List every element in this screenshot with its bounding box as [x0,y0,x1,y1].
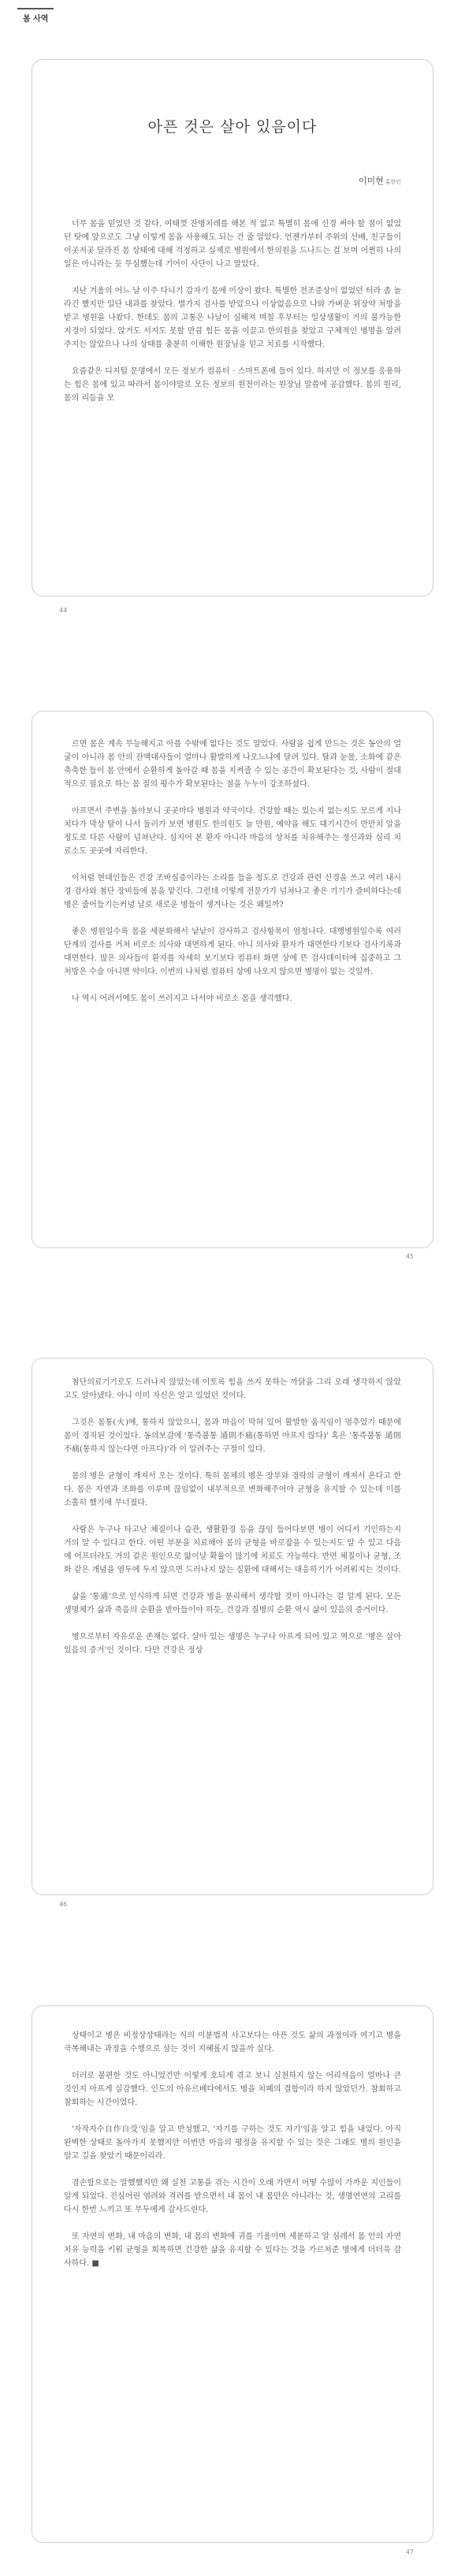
header [0,0,465,49]
paragraph: 아프면서 주변을 돌아보니 곳곳마다 병원과 약국이다. 건강할 때는 있는지 없는지도 모르게 지나치다가 막상 탈이 나서 둘러가 보면 병원도 한의원도 늘 만원, 예약을 해도 대기시간이 반만치 알을 정도로 다른 사람이 넘쳐난다. 심지어 본 환자 아니라 마음의 상처를 치유해주는 정신과와 심리 치료소도 곳곳에 자리한다. [64,807,401,856]
author-role: 홀한인 [385,179,401,185]
paragraph: 상태이고 병은 비정상상태라는 식의 이분법적 사고보다는 아픈 것도 삶의 과정이라 여기고 병을 극복해내는 과정을 수행으로 삼는 것이 지혜롭지 않을까 싶다. [64,2031,401,2054]
paragraph: 좋은 병원일수록 몸을 세분화해서 낱낱이 검사하고 검사항목이 엄청나다. 대행병원일수록 여러 단계의 검사를 거쳐 비로소 의사와 대면하게 된다. 아니 의사와 환자가 대면한다기보다 검사기록과 대면한다. 많은 의사들이 환자를 자세히 보기보다 컴퓨터 화면 상에 뜬 검사데이터에 집중하고 그 처방은 수술 아니면 약이다. 이번의 나처럼 컴퓨터 상에 나오지 않으면 병명이 없는 것일까. [64,927,401,976]
paragraph: 그것은 몸통(火)에, 통하지 않았으니, 몸과 마음이 막혀 있어 활발한 움직임이 멈추었기 때문에 몸이 경직된 것이었다. 동의보감에 '통즉불통 通則不痛(통하면 아프지 않다)' 혹은 '통즉불통 通則不痛(통하지 않는다면 아프다)'라 이 알려주는 구절이 있다. [64,1418,401,1454]
paragraph: 병으로부터 자유로운 존재는 없다. 살아 있는 생명은 누구나 아프게 되어 있고 역으로 '병은 살아 있음의 증거'인 것이다. 다만 건강은 정상 [64,1633,401,1655]
article-body [64,2029,401,2270]
paragraph: 사람은 누구나 타고난 체질이나 습관, 생활환경 등을 끊임 들어다보면 병이 어디서 기인하는지 거의 알 수 있다고 한다. 어떤 부분을 치료해야 몸의 균형을 바로잡을 수 있는지도 알 수 있고 다음에 어프더라도 거의 같은 원인으로 앓이날 확률이 많기에 치료도 가능하다. 반면 체질이나 균형, 조화 같은 개념을 염두에 두지 않으면 드러나지 않는 질환에 대해서는 대응하기가 어려워지는 것이다. [64,1526,401,1574]
paragraph: 너무 몸을 믿었던 것 같다. 여태껏 잔병치레를 해본 적 없고 특별히 몸에 신경 써야 할 점이 없었던 탓에 앞으로도 그냥 이렇게 몸을 사용해도 되는 건 줄 알았다. 언젠가부터 주위의 선배, 친구들이 이곳저곳 달라진 몸 상태에 대해 걱정하고 실제로 병원에서 한의원을 드나드는 걸 보며 어쩐히 나의 일은 아니라는 듯 무심했는데 기어이 사단이 나고 말았다. [64,220,401,269]
paragraph: 삶을 '통通'으로 인식하게 되면 건강과 병을 분리해서 생각할 것이 아니라는 걸 알게 된다. 모든 생명체가 삶과 죽음의 순환을 받아들이야 하듯, 건강과 질병의 순환 역시 삶이 있음의 증거이다. [64,1593,401,1615]
page-number: 44 [59,607,68,614]
paragraph: 첨단의료기기로도 드러나지 않았는데 이토록 힘을 쓰지 못하는 까닭을 그리 오래 생각하지 않았고도 알아냈다. 아니 이미 자신은 알고 있었던 것이다. [64,1378,401,1400]
paragraph: '자작자수自作自受'임을 알고 반성했고, '자기를 구하는 것도 자기'임을 알고 힘을 내었다. 아직 완벽한 상태로 돌아가지 못했지만 이번만 마음의 평정을 유지할 수 있는 것은 그래도 병의 원인을 알고 길을 찾았기 때문이리라. [64,2125,401,2161]
page-number: 46 [59,1901,68,1908]
page-card-1 [32,59,433,597]
magazine-section-logo: 봄 사역 [17,8,54,26]
paragraph: 르면 몸은 계속 무능해지고 아플 수밖에 없다는 것도 알았다. 사람을 쉽게 만드는 것은 동안의 얼굴이 아니라 몸 안의 잔액대사들이 얼마나 활발하게 나오느냐에 달려 있다. 탈과 눈물, 소화에 같은 축축한 들이 몸 안에서 순환하게 돌아갈 때 몸을 지켜줄 수 있는 공간이 확보된다는 것, 사람이 절대적으로 필요로 하는 몸 질의 평수가 확보된다는 점을 누누이 강조하셨다. [64,740,401,789]
page-card-3 [32,1358,433,1895]
page-card-4 [32,2005,433,2543]
article-body [64,738,401,1005]
article-body [64,1376,401,1657]
page-number: 47 [405,2548,414,2556]
page-card-2 [32,711,433,1248]
paragraph: 이처럼 현대인들은 건강 조바심증이라는 소리를 들을 정도로 건강과 관련 신경을 쓰고 여러 내시경 검사와 첨단 장비들에 몸을 맡긴다. 그런데 이렇게 전문가가 넘쳐나고 좋은 기기가 즐비하다는데 병은 줄어들기는커녕 날로 새로운 병들이 생겨나는 것은 왜일까? [64,874,401,909]
article-body [64,217,401,405]
paragraph: 몸의 병은 균형이 깨져서 오는 것이다. 특히 몸체의 병은 장부와 경락의 균형이 깨져서 온다고 한다. 몸은 자연과 조화를 이루며 끊임없이 내부적으로 변화해주어야 균형을 유지할 수 있는데 이를 소홀히 했기에 무너졌다. [64,1472,401,1507]
paragraph: 나 역시 어려서에도 몸이 쓰러지고 나서야 비로소 몸을 생각했다. [72,994,292,1003]
article-title: 아픈 것은 살아 있음이다 [147,118,318,136]
paragraph: 더러로 불편한 것도 아니었건만 이렇게 호되게 겪고 보니 실천하지 않는 어리석음이 얼마나 큰 것인지 아프게 실감했다. 인도의 아유르베다에서도 병을 치폐의 결함이라 하지 않았던가. 참회하고 참회하는 시간이었다. [64,2072,401,2107]
paragraph: 또 자연의 변화, 내 마음의 변화, 내 몸의 변화에 귀를 기울이며 세분하고 알 심레서 몸 안의 자연치유 능력을 키워 균형을 회복하면 건강한 삶을 유지할 수 있다는 것을 가르쳐준 병에게 더더욱 감사하다. ■ [64,2232,401,2268]
paragraph: 겸손함으로는 말했했지만 왜 실천 고통을 겪는 시간이 오래 가면서 어떻 수많이 가까운 지인들이 알게 되었다. 진심어린 염려와 격려를 받으면서 내 몸이 내 몸만은 아니라는 것, 생명연연의 고리를 다시 한번 느끼고 또 무두에게 감사드린다. [64,2179,401,2214]
author-byline [359,174,401,187]
paragraph: 요즘같은 디지털 문명에서 모든 정보가 컴퓨터 · 스마트폰에 들어 있다. 하지만 이 정보를 응용하는 힘은 몸에 있고 따라서 몸이야말로 모든 정보의 원천이라는 원장님 말씀에 공감했다. 몸의 원리, 몸의 리듬을 모 [64,367,401,403]
author-name: 이미현 [358,176,384,186]
page-number: 45 [405,1253,414,1260]
paragraph: 지난 겨울의 어느 날 이주 다니기 갑자기 몸에 이상이 왔다. 특별한 전조증상이 없었던 터라 좀 놀라긴 했지만 일단 내과를 찾았다. 별가지 검사를 받았으나 이상없음으로 나와 가벼운 위장약 처방을 받고 병원을 나왔다. 한데도 몸의 고통은 나날이 심해져 며칠 후부터는 일상생활이 거의 불가능한 지경이 되었다. 앉거도 서지도 못할 만큼 힘든 몸을 이끌고 한의원을 찾았고 구체적인 병명을 알려주지는 않았으나 나의 상태를 충분히 이해한 원장님을 믿고 치료를 시작했다. [64,287,401,349]
